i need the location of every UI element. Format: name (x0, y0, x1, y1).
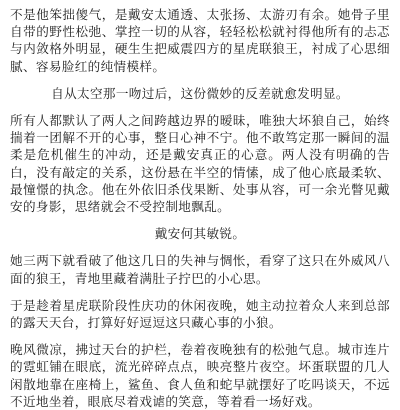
paragraph-5: 她三两下就看破了他这几日的失神与惆怅，看穿了这只在外威风八面的狼王，青地里藏着满肚子拧巴的小心思。 (10, 253, 390, 286)
paragraph-6: 于是趁着星虎联阶段性庆功的休闲夜晚，她主动拉着众人来到总部的露天天台，打算好好逗逗这只藏心事的小狼。 (10, 297, 390, 331)
paragraph-1: 不是他笨拙傻气，是戴安太通透、太张扬、太游刃有余。她骨子里自带的野性松弛、掌控一切的从容，轻轻松松就衬得他所有的忐忑与内敛格外明显，硬生生把威震四方的星虎联狼王，衬成了心思细腻、容易脸红的纯情模样。 (10, 7, 390, 74)
paragraph-3: 所有人都默认了两人之间跨越边界的暧昧，唯独大坏狼自己，始终揣着一团解不开的心事，整日心神不宁。他不敢笃定那一瞬间的温柔是危机催生的冲动，还是戴安真正的心意。两人没有明确的告白，没有敲定的关系，这份悬在半空的情愫，成了他心底最柔软、最憧憬的执念。他在外依旧杀伐果断、处事从容，可一余光瞥见戴安的身影，思绪就会不受控制地飘乱。 (10, 113, 390, 215)
paragraph-7: 晚风微凉，拂过天台的护栏，卷着夜晚独有的松弛气息。城市连片的霓虹铺在眼底，流光碎碎点点，映亮整片夜空。坏蛋联盟的几人闲散地靠在座椅上，鲨鱼、食人鱼和蛇早就摆好了吃吗谈天，不远不近地坐着，眼底尽着戏谑的笑意，等着看一场好戏。 (10, 342, 390, 409)
paragraph-2: 自从太空那一吻过后，这份微妙的反差就愈发明显。 (51, 85, 349, 101)
paragraph-4: 戴安何其敏锐。 (154, 226, 246, 242)
